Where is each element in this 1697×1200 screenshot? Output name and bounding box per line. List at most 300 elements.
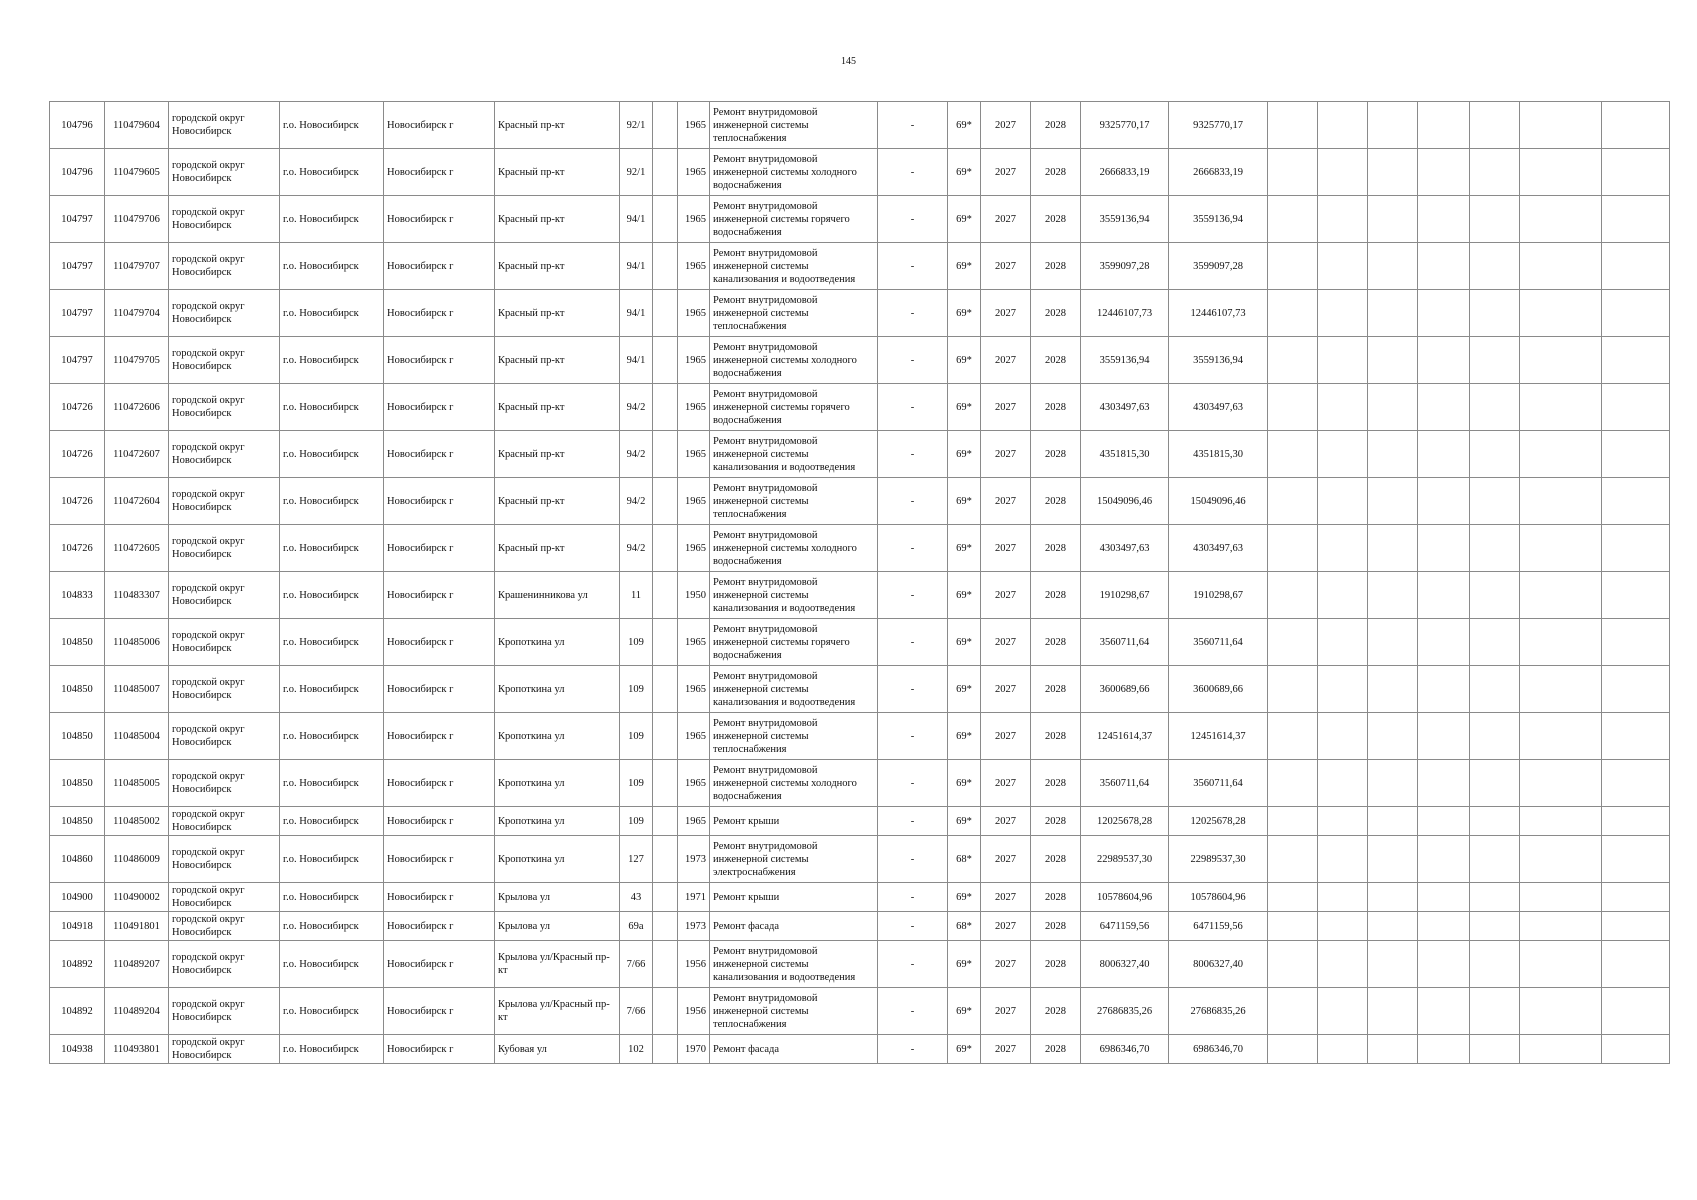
cell-cost-total: 4303497,63: [1081, 384, 1169, 431]
cell-municipality: городской округ Новосибирск: [169, 807, 280, 836]
cell-year-built: 1965: [678, 102, 710, 149]
cell-municipal-unit: г.о. Новосибирск: [280, 431, 384, 478]
cell-extra: [1268, 243, 1318, 290]
cell-extra: [1602, 384, 1670, 431]
cell-cost-fund: 6471159,56: [1169, 912, 1268, 941]
cell-extra: [1318, 1035, 1368, 1064]
cell-work-type: Ремонт внутридомовой инженерной системы теплоснабжения: [710, 102, 878, 149]
cell-extra: [1368, 666, 1418, 713]
cell-house-id: 104850: [50, 760, 105, 807]
cell-extra: [1418, 149, 1470, 196]
cell-extra: [1268, 760, 1318, 807]
cell-year-start: 2027: [981, 941, 1031, 988]
cell-locality: Новосибирск г: [384, 431, 495, 478]
cell-extra: [1602, 941, 1670, 988]
cell-extra: [1368, 988, 1418, 1035]
cell-house-id: 104918: [50, 912, 105, 941]
cell-cost-total: 3559136,94: [1081, 196, 1169, 243]
cell-house-id: 104833: [50, 572, 105, 619]
cell-extra: [1470, 431, 1520, 478]
cell-street: Кропоткина ул: [495, 666, 620, 713]
cell-locality: Новосибирск г: [384, 572, 495, 619]
table-row: [50, 988, 1670, 1035]
cell-work-type: Ремонт фасада: [710, 912, 878, 941]
cell-locality: Новосибирск г: [384, 478, 495, 525]
cell-extra: [1520, 883, 1602, 912]
cell-house-id: 104892: [50, 988, 105, 1035]
cell-municipal-unit: г.о. Новосибирск: [280, 760, 384, 807]
cell-street: Кропоткина ул: [495, 836, 620, 883]
cell-year-built: 1965: [678, 525, 710, 572]
cell-cost-total: 15049096,46: [1081, 478, 1169, 525]
cell-extra: [1318, 337, 1368, 384]
cell-municipal-unit: г.о. Новосибирск: [280, 988, 384, 1035]
cell-cost-total: 3600689,66: [1081, 666, 1169, 713]
cell-wear-percent: 69*: [948, 102, 981, 149]
cell-dash: -: [878, 102, 948, 149]
table-row: [50, 619, 1670, 666]
cell-extra: [1418, 196, 1470, 243]
cell-extra: [1520, 337, 1602, 384]
cell-year-start: 2027: [981, 666, 1031, 713]
cell-extra: [1602, 478, 1670, 525]
cell-house-number: 94/2: [620, 384, 653, 431]
cell-year-start: 2027: [981, 431, 1031, 478]
cell-street: Кропоткина ул: [495, 619, 620, 666]
cell-extra: [1318, 836, 1368, 883]
cell-year-built: 1973: [678, 836, 710, 883]
cell-extra: [1318, 912, 1368, 941]
cell-street: Красный пр-кт: [495, 243, 620, 290]
cell-house-number: 94/2: [620, 525, 653, 572]
cell-extra: [1520, 384, 1602, 431]
cell-year-end: 2028: [1031, 807, 1081, 836]
cell-locality: Новосибирск г: [384, 619, 495, 666]
cell-year-built: 1965: [678, 619, 710, 666]
cell-extra: [1520, 572, 1602, 619]
cell-year-built: 1965: [678, 666, 710, 713]
cell-municipal-unit: г.о. Новосибирск: [280, 713, 384, 760]
cell-year-start: 2027: [981, 337, 1031, 384]
cell-house-id: 104797: [50, 290, 105, 337]
cell-work-type: Ремонт внутридомовой инженерной системы теплоснабжения: [710, 988, 878, 1035]
cell-locality: Новосибирск г: [384, 713, 495, 760]
cell-year-end: 2028: [1031, 619, 1081, 666]
cell-municipality: городской округ Новосибирск: [169, 912, 280, 941]
cell-municipality: городской округ Новосибирск: [169, 883, 280, 912]
cell-extra: [1368, 836, 1418, 883]
cell-year-end: 2028: [1031, 836, 1081, 883]
cell-house-number: 94/2: [620, 478, 653, 525]
cell-extra: [1368, 337, 1418, 384]
table-row: [50, 149, 1670, 196]
cell-extra: [1318, 431, 1368, 478]
cell-house-id: 104938: [50, 1035, 105, 1064]
cell-extra: [1368, 243, 1418, 290]
cell-extra: [1418, 337, 1470, 384]
cell-municipal-unit: г.о. Новосибирск: [280, 941, 384, 988]
cell-extra: [1520, 196, 1602, 243]
table-row: [50, 760, 1670, 807]
cell-work-id: 110479605: [105, 149, 169, 196]
cell-building: [653, 912, 678, 941]
cell-municipal-unit: г.о. Новосибирск: [280, 384, 384, 431]
cell-dash: -: [878, 988, 948, 1035]
cell-extra: [1470, 666, 1520, 713]
cell-extra: [1368, 525, 1418, 572]
cell-dash: -: [878, 337, 948, 384]
cell-work-type: Ремонт крыши: [710, 807, 878, 836]
cell-building: [653, 102, 678, 149]
cell-house-id: 104796: [50, 149, 105, 196]
cell-house-id: 104726: [50, 525, 105, 572]
cell-house-id: 104726: [50, 478, 105, 525]
cell-work-id: 110485005: [105, 760, 169, 807]
cell-municipality: городской округ Новосибирск: [169, 836, 280, 883]
cell-work-type: Ремонт фасада: [710, 1035, 878, 1064]
cell-extra: [1368, 572, 1418, 619]
cell-extra: [1318, 149, 1368, 196]
cell-locality: Новосибирск г: [384, 941, 495, 988]
cell-municipal-unit: г.о. Новосибирск: [280, 525, 384, 572]
cell-extra: [1418, 384, 1470, 431]
cell-year-end: 2028: [1031, 572, 1081, 619]
cell-work-id: 110479706: [105, 196, 169, 243]
cell-building: [653, 243, 678, 290]
cell-cost-fund: 3560711,64: [1169, 760, 1268, 807]
cell-extra: [1602, 1035, 1670, 1064]
cell-extra: [1602, 290, 1670, 337]
cell-extra: [1520, 941, 1602, 988]
cell-year-start: 2027: [981, 572, 1031, 619]
cell-cost-fund: 3560711,64: [1169, 619, 1268, 666]
cell-street: Кропоткина ул: [495, 760, 620, 807]
cell-extra: [1418, 478, 1470, 525]
cell-cost-total: 27686835,26: [1081, 988, 1169, 1035]
cell-wear-percent: 69*: [948, 196, 981, 243]
cell-extra: [1418, 1035, 1470, 1064]
cell-cost-fund: 3559136,94: [1169, 196, 1268, 243]
cell-work-id: 110479704: [105, 290, 169, 337]
cell-wear-percent: 68*: [948, 836, 981, 883]
cell-extra: [1602, 760, 1670, 807]
cell-street: Красный пр-кт: [495, 196, 620, 243]
cell-municipality: городской округ Новосибирск: [169, 196, 280, 243]
cell-building: [653, 836, 678, 883]
cell-house-id: 104797: [50, 337, 105, 384]
cell-house-number: 69а: [620, 912, 653, 941]
cell-extra: [1470, 102, 1520, 149]
cell-work-type: Ремонт внутридомовой инженерной системы холодного водоснабжения: [710, 525, 878, 572]
cell-house-number: 94/1: [620, 337, 653, 384]
cell-cost-fund: 1910298,67: [1169, 572, 1268, 619]
cell-municipality: городской округ Новосибирск: [169, 525, 280, 572]
cell-municipal-unit: г.о. Новосибирск: [280, 666, 384, 713]
cell-year-start: 2027: [981, 102, 1031, 149]
cell-extra: [1602, 619, 1670, 666]
cell-extra: [1268, 102, 1318, 149]
cell-municipality: городской округ Новосибирск: [169, 290, 280, 337]
cell-year-end: 2028: [1031, 883, 1081, 912]
cell-municipality: городской округ Новосибирск: [169, 988, 280, 1035]
cell-wear-percent: 69*: [948, 883, 981, 912]
cell-extra: [1470, 1035, 1520, 1064]
cell-municipal-unit: г.о. Новосибирск: [280, 1035, 384, 1064]
cell-street: Крылова ул/Красный пр-кт: [495, 988, 620, 1035]
cell-house-id: 104860: [50, 836, 105, 883]
cell-municipality: городской округ Новосибирск: [169, 1035, 280, 1064]
cell-building: [653, 988, 678, 1035]
cell-extra: [1418, 836, 1470, 883]
cell-street: Красный пр-кт: [495, 337, 620, 384]
cell-year-built: 1970: [678, 1035, 710, 1064]
cell-cost-fund: 4303497,63: [1169, 384, 1268, 431]
cell-extra: [1368, 1035, 1418, 1064]
cell-extra: [1602, 102, 1670, 149]
cell-locality: Новосибирск г: [384, 836, 495, 883]
cell-house-id: 104726: [50, 384, 105, 431]
cell-year-built: 1973: [678, 912, 710, 941]
cell-extra: [1368, 912, 1418, 941]
cell-house-id: 104900: [50, 883, 105, 912]
cell-extra: [1268, 883, 1318, 912]
cell-street: Крылова ул: [495, 883, 620, 912]
cell-dash: -: [878, 836, 948, 883]
cell-building: [653, 883, 678, 912]
cell-street: Красный пр-кт: [495, 384, 620, 431]
cell-locality: Новосибирск г: [384, 988, 495, 1035]
cell-street: Кропоткина ул: [495, 807, 620, 836]
cell-year-built: 1971: [678, 883, 710, 912]
table-row: [50, 525, 1670, 572]
cell-municipal-unit: г.о. Новосибирск: [280, 807, 384, 836]
cell-work-type: Ремонт внутридомовой инженерной системы горячего водоснабжения: [710, 196, 878, 243]
cell-building: [653, 384, 678, 431]
cell-year-start: 2027: [981, 478, 1031, 525]
cell-extra: [1368, 619, 1418, 666]
cell-extra: [1602, 243, 1670, 290]
cell-locality: Новосибирск г: [384, 666, 495, 713]
cell-cost-fund: 3599097,28: [1169, 243, 1268, 290]
cell-extra: [1520, 713, 1602, 760]
cell-building: [653, 337, 678, 384]
cell-work-type: Ремонт внутридомовой инженерной системы электроснабжения: [710, 836, 878, 883]
cell-year-start: 2027: [981, 243, 1031, 290]
cell-municipal-unit: г.о. Новосибирск: [280, 836, 384, 883]
cell-extra: [1470, 243, 1520, 290]
cell-year-end: 2028: [1031, 149, 1081, 196]
cell-locality: Новосибирск г: [384, 1035, 495, 1064]
cell-wear-percent: 69*: [948, 384, 981, 431]
cell-extra: [1470, 525, 1520, 572]
cell-building: [653, 290, 678, 337]
cell-year-built: 1965: [678, 431, 710, 478]
cell-locality: Новосибирск г: [384, 102, 495, 149]
cell-cost-fund: 2666833,19: [1169, 149, 1268, 196]
cell-extra: [1268, 572, 1318, 619]
cell-work-id: 110493801: [105, 1035, 169, 1064]
table-row: [50, 337, 1670, 384]
cell-building: [653, 431, 678, 478]
cell-extra: [1470, 713, 1520, 760]
cell-street: Красный пр-кт: [495, 149, 620, 196]
cell-extra: [1418, 713, 1470, 760]
cell-year-start: 2027: [981, 619, 1031, 666]
cell-dash: -: [878, 196, 948, 243]
cell-extra: [1602, 337, 1670, 384]
cell-extra: [1520, 243, 1602, 290]
cell-extra: [1520, 912, 1602, 941]
cell-wear-percent: 69*: [948, 1035, 981, 1064]
cell-extra: [1368, 760, 1418, 807]
cell-house-id: 104850: [50, 619, 105, 666]
cell-municipality: городской округ Новосибирск: [169, 431, 280, 478]
cell-extra: [1602, 988, 1670, 1035]
cell-dash: -: [878, 912, 948, 941]
cell-house-id: 104850: [50, 666, 105, 713]
cell-extra: [1602, 912, 1670, 941]
cell-year-built: 1950: [678, 572, 710, 619]
cell-cost-fund: 6986346,70: [1169, 1035, 1268, 1064]
cell-year-end: 2028: [1031, 760, 1081, 807]
cell-extra: [1418, 807, 1470, 836]
cell-locality: Новосибирск г: [384, 883, 495, 912]
cell-municipal-unit: г.о. Новосибирск: [280, 572, 384, 619]
cell-street: Красный пр-кт: [495, 431, 620, 478]
cell-house-number: 109: [620, 807, 653, 836]
cell-municipality: городской округ Новосибирск: [169, 337, 280, 384]
cell-municipality: городской округ Новосибирск: [169, 149, 280, 196]
table-row: [50, 912, 1670, 941]
cell-year-built: 1965: [678, 243, 710, 290]
cell-work-id: 110485006: [105, 619, 169, 666]
cell-extra: [1602, 883, 1670, 912]
cell-extra: [1602, 525, 1670, 572]
cell-municipality: городской округ Новосибирск: [169, 384, 280, 431]
cell-building: [653, 807, 678, 836]
cell-street: Крылова ул/Красный пр-кт: [495, 941, 620, 988]
cell-municipality: городской округ Новосибирск: [169, 666, 280, 713]
cell-year-start: 2027: [981, 384, 1031, 431]
cell-year-end: 2028: [1031, 384, 1081, 431]
cell-building: [653, 713, 678, 760]
cell-extra: [1520, 431, 1602, 478]
cell-work-id: 110491801: [105, 912, 169, 941]
cell-municipality: городской округ Новосибирск: [169, 102, 280, 149]
cell-extra: [1268, 666, 1318, 713]
cell-cost-fund: 3600689,66: [1169, 666, 1268, 713]
cell-extra: [1368, 431, 1418, 478]
cell-locality: Новосибирск г: [384, 807, 495, 836]
cell-year-built: 1965: [678, 337, 710, 384]
cell-cost-total: 6471159,56: [1081, 912, 1169, 941]
cell-extra: [1602, 431, 1670, 478]
cell-house-id: 104796: [50, 102, 105, 149]
cell-extra: [1418, 760, 1470, 807]
cell-year-built: 1956: [678, 941, 710, 988]
cell-year-built: 1965: [678, 290, 710, 337]
cell-year-start: 2027: [981, 807, 1031, 836]
cell-year-start: 2027: [981, 1035, 1031, 1064]
cell-house-number: 7/66: [620, 941, 653, 988]
cell-extra: [1418, 525, 1470, 572]
cell-house-id: 104797: [50, 243, 105, 290]
cell-extra: [1368, 196, 1418, 243]
cell-extra: [1318, 196, 1368, 243]
cell-house-number: 127: [620, 836, 653, 883]
table-row: [50, 883, 1670, 912]
cell-work-type: Ремонт внутридомовой инженерной системы горячего водоснабжения: [710, 619, 878, 666]
cell-extra: [1268, 1035, 1318, 1064]
cell-extra: [1318, 478, 1368, 525]
cell-cost-fund: 10578604,96: [1169, 883, 1268, 912]
cell-wear-percent: 69*: [948, 807, 981, 836]
cell-wear-percent: 68*: [948, 912, 981, 941]
cell-extra: [1268, 384, 1318, 431]
cell-cost-fund: 4303497,63: [1169, 525, 1268, 572]
cell-municipal-unit: г.о. Новосибирск: [280, 196, 384, 243]
cell-municipal-unit: г.о. Новосибирск: [280, 102, 384, 149]
cell-cost-fund: 15049096,46: [1169, 478, 1268, 525]
cell-year-end: 2028: [1031, 290, 1081, 337]
capital-repair-register-table: [49, 101, 1670, 1064]
cell-wear-percent: 69*: [948, 478, 981, 525]
cell-wear-percent: 69*: [948, 666, 981, 713]
cell-cost-total: 3559136,94: [1081, 337, 1169, 384]
cell-work-id: 110472604: [105, 478, 169, 525]
cell-extra: [1418, 619, 1470, 666]
cell-cost-fund: 22989537,30: [1169, 836, 1268, 883]
cell-cost-fund: 9325770,17: [1169, 102, 1268, 149]
cell-building: [653, 941, 678, 988]
cell-street: Красный пр-кт: [495, 525, 620, 572]
cell-building: [653, 572, 678, 619]
cell-wear-percent: 69*: [948, 149, 981, 196]
cell-extra: [1470, 941, 1520, 988]
cell-municipality: городской округ Новосибирск: [169, 713, 280, 760]
cell-work-id: 110479604: [105, 102, 169, 149]
cell-extra: [1418, 102, 1470, 149]
cell-building: [653, 1035, 678, 1064]
cell-house-number: 94/1: [620, 196, 653, 243]
cell-year-end: 2028: [1031, 941, 1081, 988]
cell-extra: [1318, 102, 1368, 149]
cell-cost-total: 12446107,73: [1081, 290, 1169, 337]
cell-extra: [1470, 149, 1520, 196]
cell-cost-total: 8006327,40: [1081, 941, 1169, 988]
cell-work-type: Ремонт внутридомовой инженерной системы теплоснабжения: [710, 478, 878, 525]
cell-extra: [1418, 290, 1470, 337]
cell-extra: [1520, 1035, 1602, 1064]
cell-locality: Новосибирск г: [384, 243, 495, 290]
cell-year-built: 1965: [678, 807, 710, 836]
cell-work-type: Ремонт внутридомовой инженерной системы горячего водоснабжения: [710, 384, 878, 431]
cell-extra: [1418, 431, 1470, 478]
cell-cost-fund: 12446107,73: [1169, 290, 1268, 337]
cell-dash: -: [878, 713, 948, 760]
cell-year-end: 2028: [1031, 196, 1081, 243]
cell-extra: [1368, 290, 1418, 337]
cell-cost-total: 22989537,30: [1081, 836, 1169, 883]
cell-street: Красный пр-кт: [495, 102, 620, 149]
cell-cost-total: 4351815,30: [1081, 431, 1169, 478]
cell-wear-percent: 69*: [948, 431, 981, 478]
cell-work-id: 110489207: [105, 941, 169, 988]
cell-extra: [1368, 149, 1418, 196]
cell-work-id: 110472605: [105, 525, 169, 572]
cell-work-type: Ремонт внутридомовой инженерной системы канализования и водоотведения: [710, 572, 878, 619]
cell-building: [653, 760, 678, 807]
